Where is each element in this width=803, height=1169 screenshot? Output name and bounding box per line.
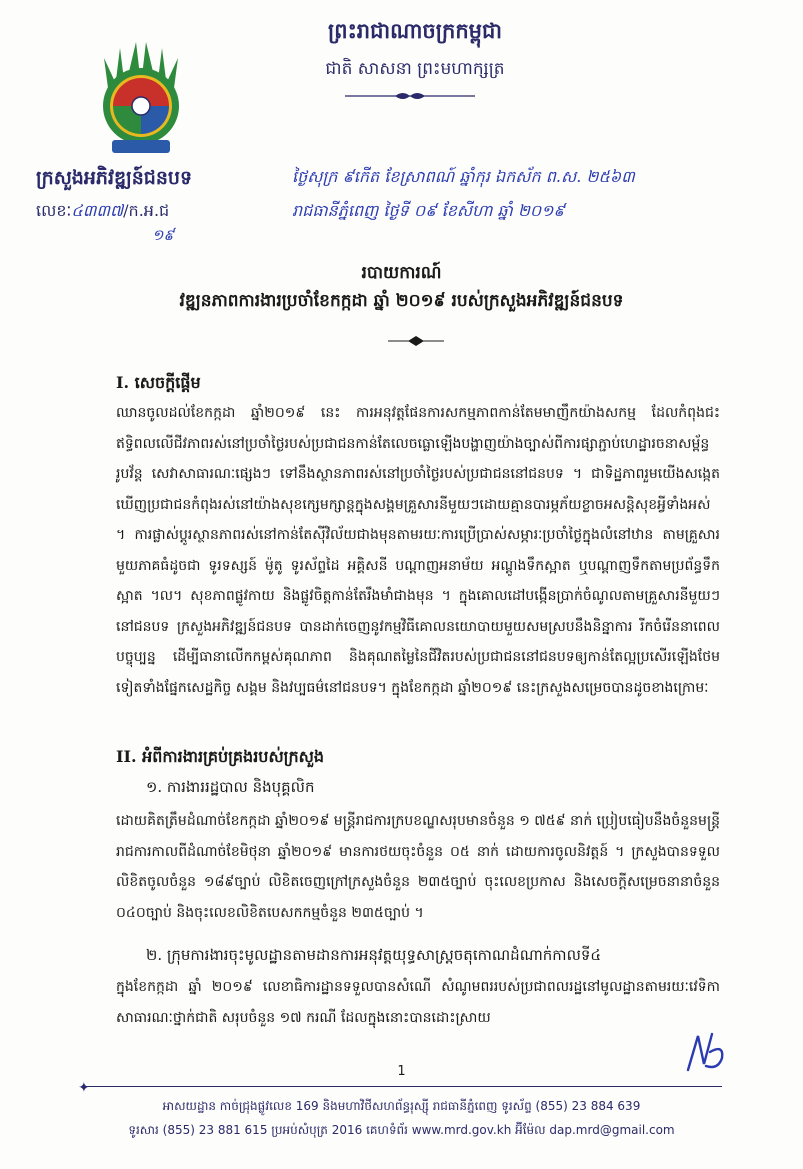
section-2-2-heading: ២. ក្រុមការងារចុះមូលដ្ឋានតាមដានការអនុវត្តយុទ្ធសាស្ត្រចតុកោណដំណាក់កាលទី៤ [146,946,601,964]
reference-number [36,200,169,224]
ref-prefix: លេខៈ [36,201,72,220]
ref-suffix: /ក.អ.ជ [123,201,170,220]
section-2-1-body: ដោយគិតត្រឹមដំណាច់ខែកក្កដា ឆ្នាំ២០១៩ មន្ត្រីរាជការក្របខណ្ឌសរុបមានចំនួន ១ ៧៥៩ នាក់ ប្រៀបធៀបនឹងចំនួនមន្ត្រីរាជការកាលពីដំណាច់ខែមិថុនា ឆ្នាំ២០១៩ មានការថយចុះចំនួន ០៥ នាក់ ដោយការចូលនិវត្តន៍ ។ ក្រសួងបានទទួលលិខិតចូលចំនួន ១៨៩ច្បាប់ លិខិតចេញក្រៅក្រសួងចំនួន ២៣៥ច្បាប់ ចុះលេខប្រកាស និងសេចក្តីសម្រេចនានាចំនួន ០៤០ច្បាប់ និងចុះលេខលិខិតបេសកកម្មចំនួន ២៣៥ច្បាប់ ។ [116,813,720,921]
ministry-name: ក្រសួងអភិវឌ្ឍន៍ជនបទ [36,167,193,189]
logo-center [132,97,150,115]
footer-address: អាសយដ្ឋាន កាច់ជ្រុងផ្លូវលេខ 169 និងមហាវិថីសហព័ន្ធរុស្ស៊ី រាជធានីភ្នំពេញ ទូរស័ព្ទ (855) 23 884 639 [162,1099,641,1113]
national-motto: ជាតិ សាសនា ព្រះមហាក្សត្រ [325,59,505,79]
page-number: 1 [397,1064,406,1079]
motto-ornament [345,90,475,102]
section-1-body: ឈានចូលដល់ខែកក្កដា ឆ្នាំ២០១៩ នេះ ការអនុវត្តផែនការសកម្មភាពកាន់តែមមាញឹកយ៉ាងសកម្ម ដែលកំពុងជះឥទ្ធិពលលើជីវភាពរស់នៅប្រចាំថ្ងៃរបស់ប្រជាជនកាន់តែលេចធ្លោឡើងបង្ហាញយ៉ាងច្បាស់ពីការផ្សាភ្ជាប់ហេដ្ឋារចនាសម្ព័ន្ធរូបវ័ន្ត សេវាសាធារណៈផ្សេងៗ ទៅនឹងស្ថានភាពរស់នៅប្រចាំថ្ងៃរបស់ប្រជាជននៅជនបទ ។ ជាទិដ្ឋភាពរួមយើងសង្កេតឃើញប្រជាជនកំពុងរស់នៅយ៉ាងសុខក្សេមក្សាន្តក្នុងសង្គមគ្រួសារនីមួយៗដោយគ្មានបារម្ភភ័យខ្លាចអសន្តិសុខអ្វីទាំងអស់ ។ ការផ្លាស់ប្តូរស្ថានភាពរស់នៅកាន់តែស៊ីវិល័យជាងមុនតាមរយៈការប្រើប្រាស់សម្ភារៈប្រចាំថ្ងៃក្នុងលំនៅឋាន តាមគ្រួសារមួយភាគធំដូចជា ទូរទស្សន៍ ម៉ូតូ ទូរស័ព្ទដៃ អគ្គិសនី បណ្តាញអនាម័យ អណ្តូងទឹកស្អាត ឬបណ្តាញទឹកតាមប្រព័ន្ធទឹកស្អាត ។ល។ សុខភាពផ្លូវកាយ និងផ្លូវចិត្តកាន់តែរឹងមាំជាងមុន ។ ក្នុងគោលដៅបង្កើនប្រាក់ចំណូលតាមគ្រួសារនីមួយៗនៅជនបទ ក្រសួងអភិវឌ្ឍន៍ជនបទ បានដាក់ចេញនូវកម្មវិធីគោលនយោបាយមួយសមស្របនឹងនិន្នាការ រីកចំរើននាពេលបច្ចុប្បន្ន ដើម្បីធានាលើកកម្ពស់គុណភាព និងគុណតម្លៃនៃជីវិតរបស់ប្រជាជននៅជនបទឲ្យកាន់តែល្អប្រសើរឡើងថែមទៀតទាំងផ្នែកសេដ្ឋកិច្ច សង្គម និងវប្បធម៌នៅជនបទ។ ក្នុងខែកក្កដា ឆ្នាំ២០១៩ នេះក្រសួងសម្រេចបានដូចខាងក្រោមៈ [116,405,720,696]
title-ornament [388,336,444,346]
lunar-date: ថ្ងៃសុក្រ ៩កើត ខែស្រាពណ៍ ឆ្នាំកុរ ឯកស័ក ព.ស. ២៥៦៣ [292,167,635,186]
document-type: របាយការណ៍ [361,263,442,283]
document-title: វឌ្ឍនភាពការងារប្រចាំខែកក្កដា ឆ្នាំ ២០១៩ របស់ក្រសួងអភិវឌ្ឍន៍ជនបទ [179,291,624,311]
footer-contact: ទូរសារ (855) 23 881 615 ប្រអប់សំបុត្រ 2016 គេហទំព័រ www.mrd.gov.kh អ៊ីម៉ែល dap.mrd@gmail.com [128,1123,675,1137]
ref-number-handwritten: ៤៣៣៧ [71,201,124,220]
footer-rule [82,1086,722,1087]
logo-banner [112,140,170,153]
section-1-heading: I. សេចក្តីផ្តើម [116,373,201,392]
section-2-heading: II. អំពីការងារគ្រប់គ្រងរបស់ក្រសួង [116,747,324,766]
city-date: រាជធានីភ្នំពេញ ថ្ងៃទី ០៩ ខែសីហា ឆ្នាំ ២០១៩ [292,201,565,220]
kingdom-title: ព្រះរាជាណាចក្រកម្ពុជា [327,18,502,43]
ministry-logo [86,40,196,158]
section-2-1-heading: ១. ការងាររដ្ឋបាល និងបុគ្គលិក [146,778,315,796]
ref-year-handwritten: ១៩ [152,226,174,244]
section-2-2-body: ក្នុងខែកក្កដា ឆ្នាំ ២០១៩ លេខាធិការដ្ឋានទទួលបានសំណើ សំណូមពររបស់ប្រជាពលរដ្ឋនៅមូលដ្ឋានតាមរយៈវេទិកាសាធារណៈថ្នាក់ជាតិ សរុបចំនួន ១៧ ករណី ដែលក្នុងនោះបានដោះស្រាយ [116,979,720,1026]
footer-mark-icon: ✦ [78,1080,90,1096]
